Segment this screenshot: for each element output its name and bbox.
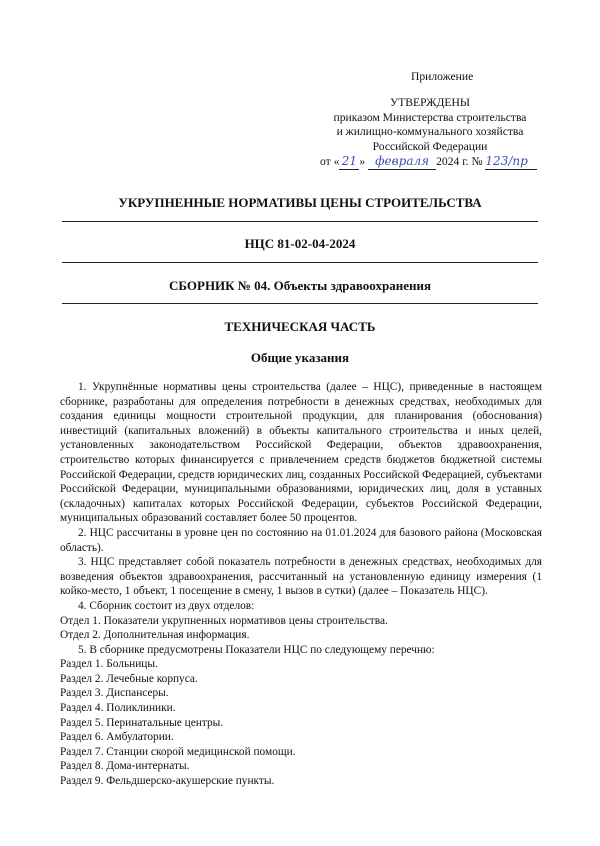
- technical-part-title: ТЕХНИЧЕСКАЯ ЧАСТЬ: [224, 319, 376, 334]
- section-item: Раздел 1. Больницы.: [60, 658, 158, 671]
- section-item: Раздел 5. Перинатальные центры.: [60, 716, 224, 729]
- department-1: Отдел 1. Показатели укрупненных нормативов цены строительства.: [60, 614, 388, 627]
- section-item: Раздел 2. Лечебные корпуса.: [60, 672, 198, 685]
- section-item: Раздел 9. Фельдшерско-акушерские пункты.: [60, 775, 275, 788]
- code-title: НЦС 81-02-04-2024: [244, 236, 356, 251]
- approval-block: [300, 96, 560, 170]
- date-prefix: от «: [320, 155, 340, 168]
- divider-2: [62, 262, 538, 263]
- paragraph-5: 5. В сборнике предусмотрены Показатели НЦС по следующему перечню:: [78, 643, 435, 656]
- section-item: Раздел 3. Диспансеры.: [60, 687, 169, 700]
- section-item: Раздел 8. Дома-интернаты.: [60, 760, 190, 773]
- section-item: Раздел 7. Станции скорой медицинской помощи.: [60, 745, 296, 758]
- handwritten-order-number: 123/пр: [485, 154, 537, 170]
- handwritten-month: февраля: [368, 154, 436, 170]
- main-title: УКРУПНЕННЫЕ НОРМАТИВЫ ЦЕНЫ СТРОИТЕЛЬСТВА: [118, 195, 482, 210]
- appendix-label: Приложение: [411, 70, 474, 83]
- order-line-1: приказом Министерства строительства: [333, 110, 527, 124]
- section-item: Раздел 6. Амбулатории.: [60, 731, 174, 744]
- date-close: »: [359, 155, 366, 168]
- order-line-3: Российской Федерации: [372, 139, 488, 153]
- department-2: Отдел 2. Дополнительная информация.: [60, 629, 250, 642]
- body-text: [60, 380, 542, 789]
- general-instructions-title: Общие указания: [250, 350, 350, 365]
- order-line-2: и жилищно-коммунального хозяйства: [336, 125, 524, 138]
- paragraph-4: 4. Сборник состоит из двух отделов:: [78, 599, 255, 612]
- handwritten-day: 21: [339, 154, 359, 170]
- paragraph-3: 3. НЦС представляет собой показатель потребности в денежных средствах, необходимых для возведения объектов здравоохранения, рассчитанный на установленную единицу измерения (1 койко-место, 1 объект, 1 посещение в смену, 1 вызов в сутки) (далее – Показатель НЦС).: [60, 556, 542, 598]
- collection-title: СБОРНИК № 04. Объекты здравоохранения: [169, 278, 431, 293]
- paragraph-1: 1. Укрупнённые нормативы цены строительства (далее – НЦС), приведенные в настоящем сборнике, разработаны для определения потребности в денежных средствах, необходимых для создания единицы мощности строительной продукции, для планирования (обоснования) инвестиций (капитальных вложений) в объекты капитального строительства и иных целей, установленных законодательством Российской Федерации, объектов здравоохранения, строительство которых финансируется с привлечением средств бюджетов бюджетной системы Российской Федерации, средств юридических лиц, созданных Российской Федерацией, субъектами Российской Федерации, муниципальными образованиями, юридических лиц, доля в уставных (складочных) капиталах которых Российской Федерации, субъектов Российской Федерации, муниципальных образований составляет более 50 процентов.: [60, 381, 542, 525]
- order-date-line: [320, 154, 560, 170]
- approved-label: УТВЕРЖДЕНЫ: [389, 96, 470, 109]
- paragraph-2: 2. НЦС рассчитаны в уровне цен по состоянию на 01.01.2024 для базового района (Московская область).: [60, 526, 542, 554]
- section-item: Раздел 4. Поликлиники.: [60, 702, 176, 715]
- date-year: 2024 г. №: [436, 155, 483, 168]
- divider-1: [62, 221, 538, 222]
- divider-3: [62, 303, 538, 304]
